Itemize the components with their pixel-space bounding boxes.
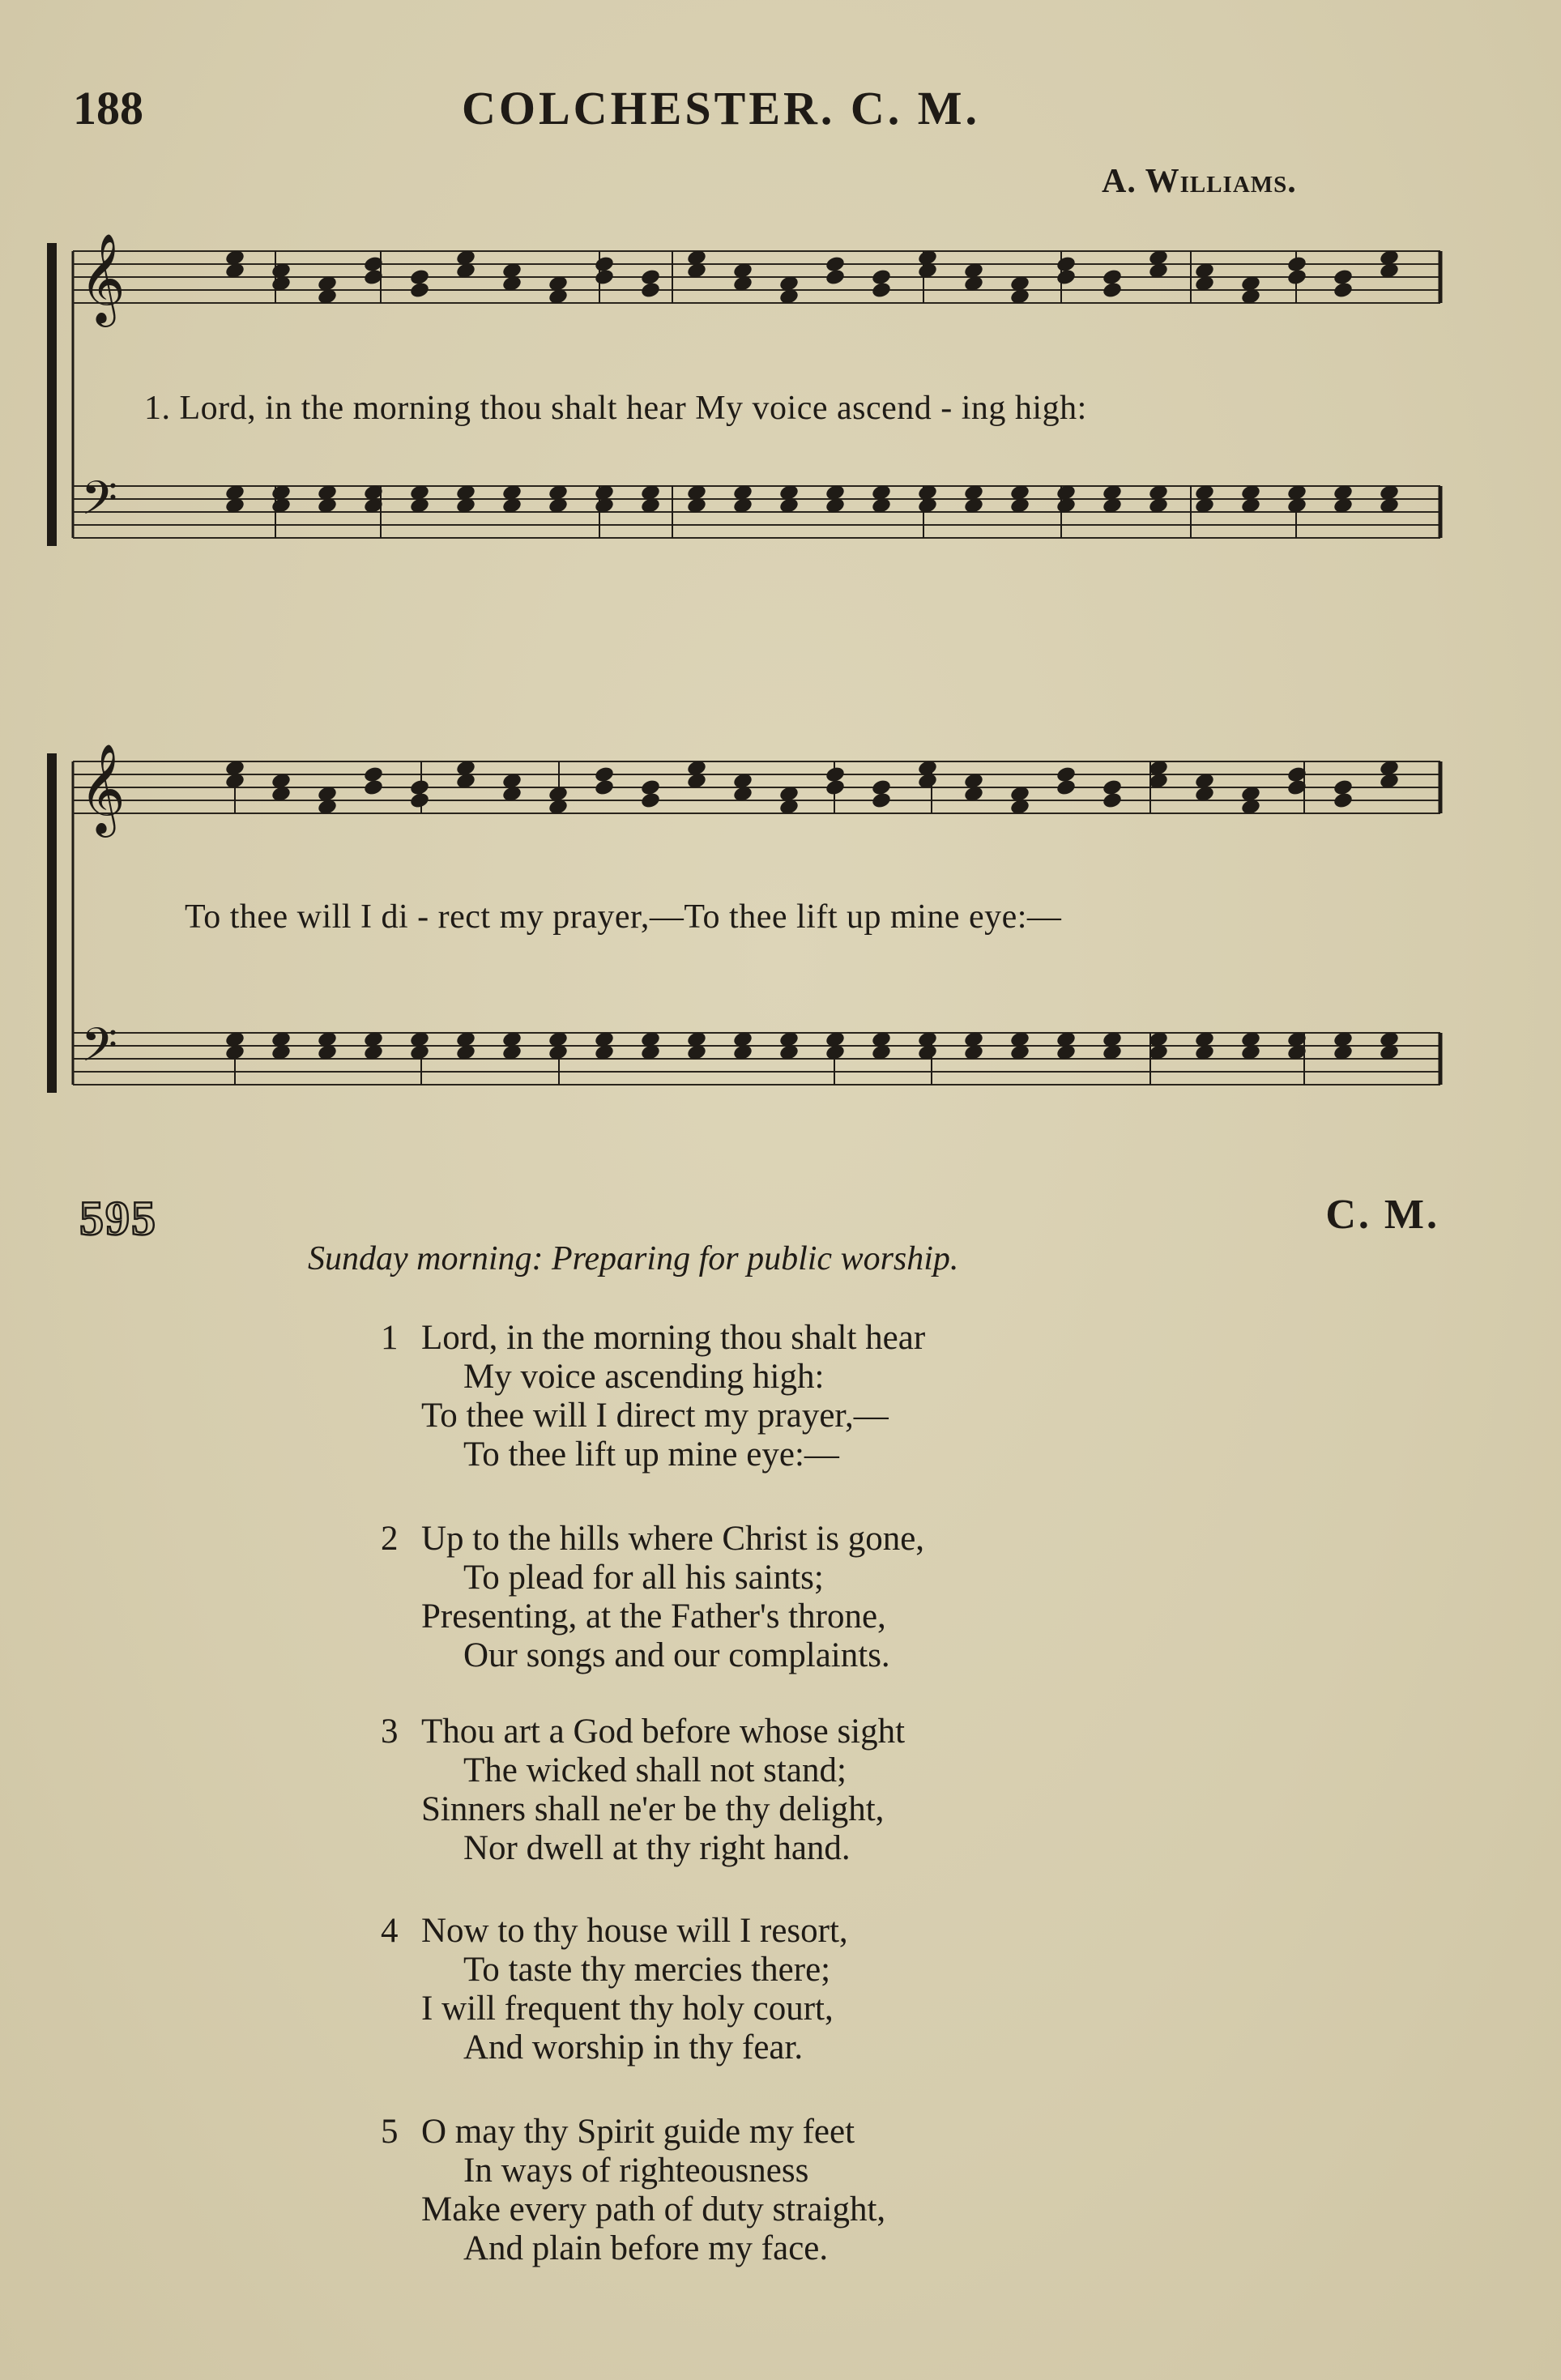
treble-clef-icon: 𝄞: [79, 743, 126, 834]
hymn-number: 595: [79, 1192, 157, 1245]
stanza-line: My voice ascending high:: [463, 1358, 825, 1396]
stanza-number: 5: [381, 2113, 399, 2151]
note-head: [1056, 268, 1077, 287]
stanza-number: 1: [381, 1319, 399, 1357]
bass-clef-icon: 𝄢: [81, 1017, 118, 1084]
stanza-line: The wicked shall not stand;: [463, 1751, 847, 1789]
stanza: [381, 2113, 885, 2268]
stanza-line: Thou art a God before whose sight: [421, 1712, 906, 1751]
stanza-number: 2: [381, 1520, 399, 1558]
note-head: [640, 791, 661, 810]
stanza-line: O may thy Spirit guide my feet: [421, 2113, 855, 2151]
note-head: [409, 791, 430, 810]
note-head: [871, 791, 892, 810]
stanza-line: To taste thy mercies there;: [463, 1951, 831, 1989]
stanza-line: In ways of righteousness: [463, 2152, 809, 2190]
stanza-line: To thee lift up mine eye:—: [463, 1435, 839, 1474]
stanza-line: Presenting, at the Father's throne,: [421, 1597, 886, 1636]
note-head: [594, 268, 615, 287]
stanza: [381, 1912, 848, 2067]
note-head: [1333, 281, 1354, 300]
note-head: [1333, 791, 1354, 810]
stanza-line: And worship in thy fear.: [463, 2028, 804, 2067]
note-head: [825, 778, 846, 797]
stanza: [381, 1520, 924, 1675]
bass-clef-icon: 𝄢: [81, 471, 118, 537]
stanza-line: Sinners shall ne'er be thy delight,: [421, 1790, 885, 1828]
system-brace: [47, 753, 57, 1093]
stanza-line: Up to the hills where Christ is gone,: [421, 1520, 925, 1558]
treble-clef-icon: 𝄞: [79, 232, 126, 323]
stanza-line: Now to thy house will I resort,: [421, 1912, 848, 1950]
note-head: [871, 281, 892, 300]
system-brace: [47, 243, 57, 546]
note-head: [640, 281, 661, 300]
stanza: [381, 1712, 905, 1868]
composer-name: A. Williams.: [1102, 163, 1297, 200]
note-head: [363, 778, 384, 797]
music-system-2: [41, 721, 1450, 1142]
note-head: [1102, 281, 1123, 300]
page-header: [73, 81, 1439, 146]
note-head: [409, 281, 430, 300]
note-head: [1102, 791, 1123, 810]
hymn-meter: C. M.: [1325, 1192, 1439, 1238]
stanza-number: 4: [381, 1912, 399, 1950]
stanza-line: Our songs and our complaints.: [463, 1636, 890, 1674]
stanza-number: 3: [381, 1712, 399, 1751]
stanza: [381, 1319, 925, 1474]
note-head: [1056, 778, 1077, 797]
note-head: [825, 268, 846, 287]
tune-title: COLCHESTER. C. M.: [462, 82, 981, 134]
page-number: 188: [73, 82, 143, 134]
stanza-line: To plead for all his saints;: [463, 1559, 824, 1597]
stanza-line: I will frequent thy holy court,: [421, 1990, 834, 2028]
stanza-line: Nor dwell at thy right hand.: [463, 1829, 851, 1867]
hymn-subtitle: Sunday morning: Preparing for public worship.: [308, 1240, 959, 1277]
stanza-line: And plain before my face.: [463, 2229, 829, 2267]
music-system-1: [41, 219, 1450, 599]
stanza-line: Make every path of duty straight,: [421, 2190, 886, 2229]
lyric-line-2: To thee will I di - rect my prayer,—To thee lift up mine eye:—: [185, 898, 1062, 936]
note-head: [1286, 268, 1307, 287]
lyric-line-1: 1. Lord, in the morning thou shalt hear My voice ascend - ing high:: [144, 390, 1087, 427]
note-head: [594, 778, 615, 797]
stanza-line: To thee will I direct my prayer,—: [421, 1397, 889, 1435]
stanza-line: Lord, in the morning thou shalt hear: [421, 1319, 926, 1357]
